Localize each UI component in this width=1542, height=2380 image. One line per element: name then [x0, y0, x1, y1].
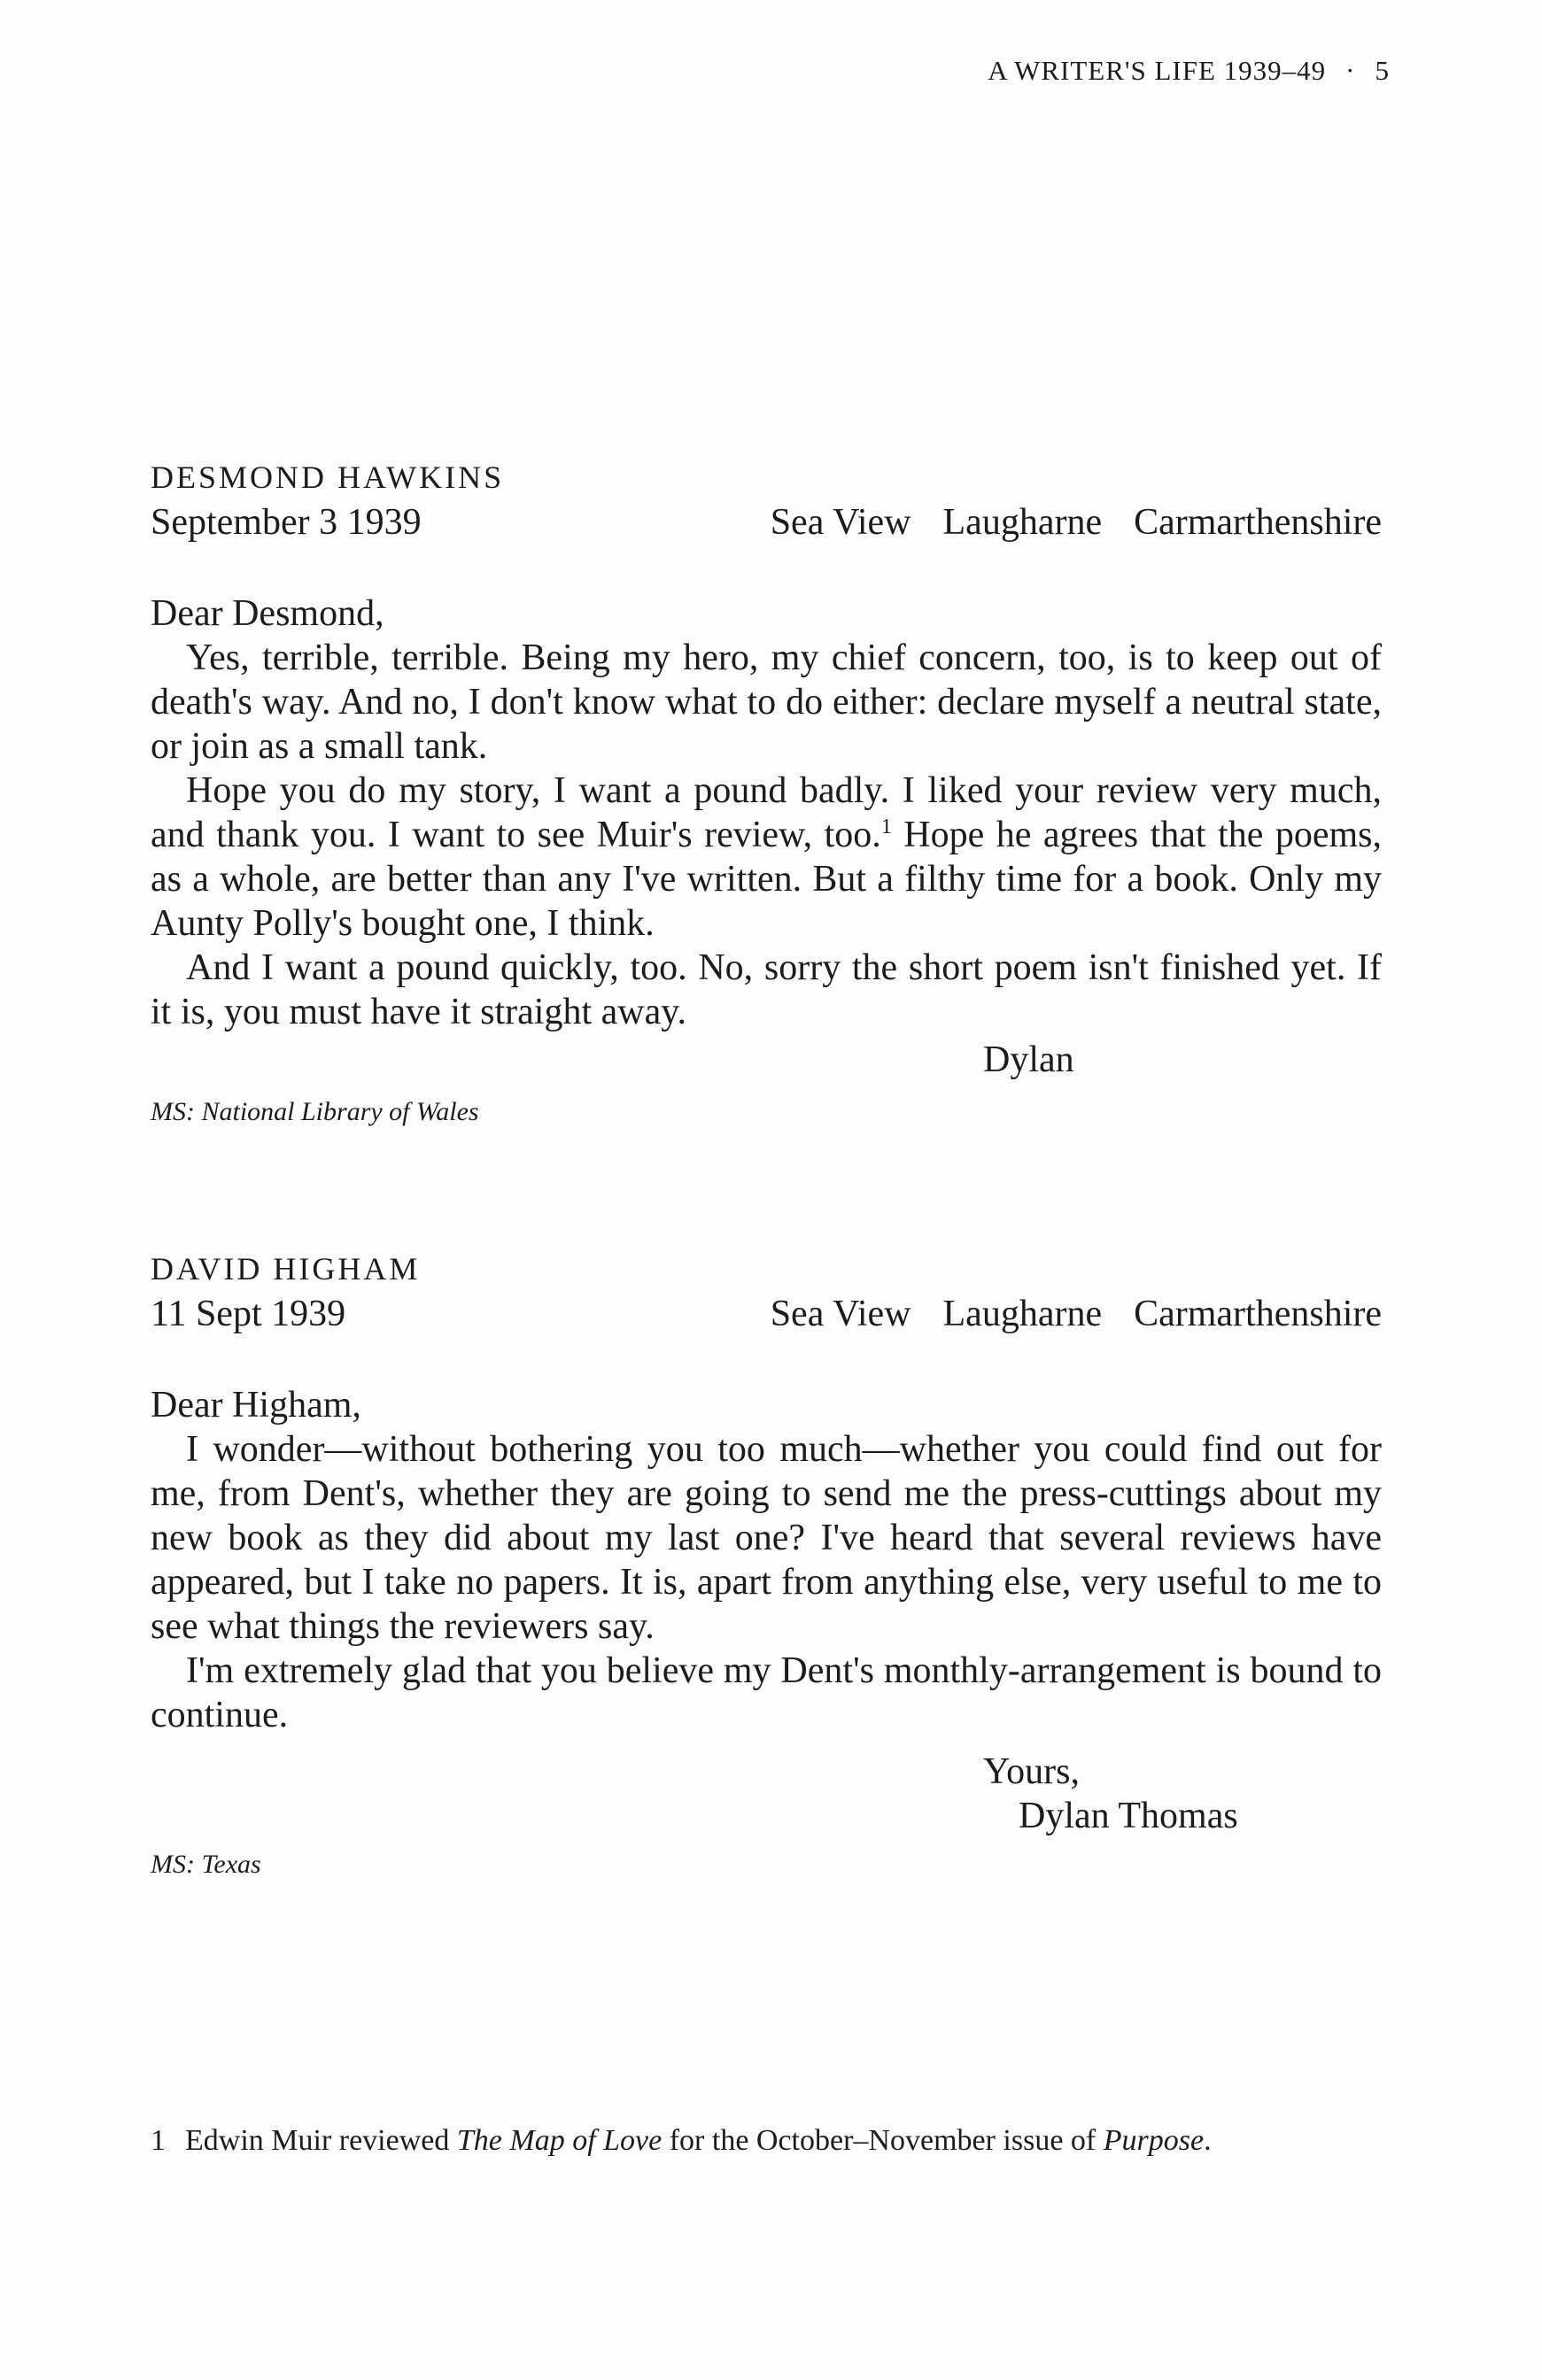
- letter-salutation: Dear Desmond,: [151, 593, 384, 634]
- letter-paragraph: I'm extremely glad that you believe my Dent's monthly-arrangement is bound to continue.: [151, 1650, 1382, 1735]
- manuscript-source: MS: National Library of Wales: [151, 1097, 479, 1126]
- letter-salutation: Dear Higham,: [151, 1385, 361, 1426]
- letter-recipient: DESMOND HAWKINS: [151, 460, 505, 495]
- address-line: Carmarthenshire: [1134, 502, 1382, 543]
- letter-paragraph: [151, 769, 1382, 946]
- letter-address: [739, 498, 1382, 547]
- letter-recipient: DAVID HIGHAM: [151, 1251, 421, 1287]
- footnote-book-title: The Map of Love: [456, 2124, 663, 2157]
- running-head: [988, 55, 1390, 87]
- footnote-marker: 1: [880, 815, 892, 838]
- address-line: Sea View: [770, 502, 911, 543]
- letter-desmond-hawkins: [151, 457, 1382, 1130]
- paragraph-text: Hope he agrees that the poems, as a whole, are better than any I've written. But a filthy time for a book. Only my Aunty Polly's bought one, I think.: [151, 815, 1383, 944]
- footnote-text: Edwin Muir reviewed: [185, 2124, 450, 2157]
- footnote-number: 1: [151, 2124, 166, 2157]
- letter-dateline: [151, 498, 1382, 547]
- letter-closing: Yours,: [983, 1751, 1080, 1792]
- letter-signature: Dylan: [983, 1039, 1074, 1080]
- footnote-text: .: [1204, 2124, 1212, 2157]
- letter-date: 11 Sept 1939: [151, 1294, 346, 1334]
- address-line: Sea View: [770, 1294, 911, 1334]
- running-head-separator: ·: [1345, 55, 1356, 86]
- manuscript-source: MS: Texas: [151, 1850, 261, 1879]
- letter-paragraph: Yes, terrible, terrible. Being my hero, my chief concern, too, is to keep out of death's way. And no, I don't know what to do either: declare myself a neutral state, or join as a small tank.: [151, 638, 1382, 767]
- letter-body: [151, 591, 1382, 1082]
- footnote-periodical: Purpose: [1103, 2124, 1205, 2157]
- letter-signature: Dylan Thomas: [1019, 1796, 1238, 1836]
- letter-paragraph: I wonder—without bothering you too much—whether you could find out for me, from Dent's, whether they are going to send me the press-cuttings about my new book as they did about my last one? I've heard that several reviews have appeared, but I take no papers. It is, apart from anything else, very useful to me to see what things the reviewers say.: [151, 1429, 1382, 1647]
- letter-david-higham: [151, 1248, 1382, 1882]
- letter-date: September 3 1939: [151, 502, 422, 543]
- address-line: Carmarthenshire: [1134, 1294, 1382, 1334]
- letter-body: [151, 1383, 1382, 1838]
- paragraph-text: Hope you do my story, I want a pound badly. I liked your review very much, and thank you. I want to see Muir's review, too.: [151, 770, 1382, 855]
- footnote: [151, 2121, 1391, 2160]
- letter-address: [739, 1289, 1382, 1339]
- footnote-text: for the October–November issue of: [669, 2124, 1096, 2157]
- page-number: 5: [1375, 55, 1390, 86]
- address-line: Laugharne: [942, 1294, 1103, 1334]
- address-line: Laugharne: [942, 502, 1103, 543]
- letter-dateline: [151, 1289, 1382, 1339]
- letter-paragraph: And I want a pound quickly, too. No, sorry the short poem isn't finished yet. If it is, you must have it straight away.: [151, 947, 1382, 1032]
- running-head-title: A WRITER'S LIFE 1939–49: [988, 55, 1327, 86]
